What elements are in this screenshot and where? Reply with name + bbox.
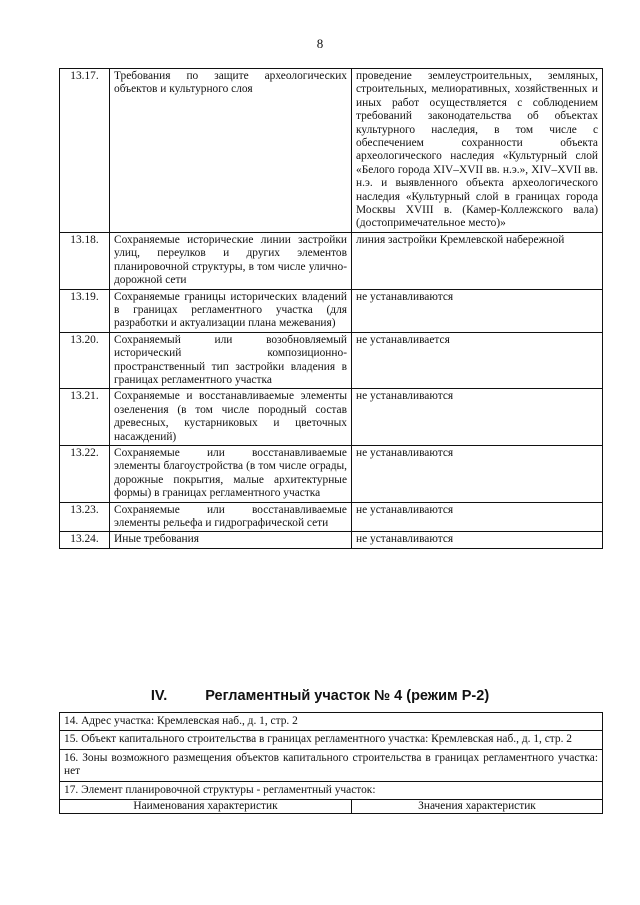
row-number: 13.19. — [60, 289, 110, 332]
table-row — [60, 713, 603, 731]
table-row — [60, 731, 603, 749]
characteristic-name: Сохраняемый или возобновляемый исторический композиционно-пространственный тип застройки владения в границах регламентного участка — [110, 332, 352, 389]
site-info-table — [59, 712, 603, 814]
characteristic-value: не устанавливаются — [352, 532, 603, 548]
section-number: IV. — [150, 688, 168, 704]
column-header-values: Значения характеристик — [352, 800, 603, 814]
table-row — [60, 749, 603, 781]
row-number: 13.24. — [60, 532, 110, 548]
table-row — [60, 502, 603, 532]
section-heading — [0, 688, 640, 704]
row-number: 13.20. — [60, 332, 110, 389]
table-row — [60, 389, 603, 446]
characteristic-name: Сохраняемые исторические линии застройки улиц, переулков и других элементов планировочной структуры, в том числе улично-дорожной сети — [110, 232, 352, 289]
page-number: 8 — [316, 36, 324, 51]
row-number: 13.17. — [60, 69, 110, 233]
construction-object-row: 15. Объект капитального строительства в границах регламентного участка: Кремлевская наб., д. 1, стр. 2 — [60, 731, 603, 749]
row-number: 13.21. — [60, 389, 110, 446]
table-row — [60, 69, 603, 233]
row-number: 13.22. — [60, 445, 110, 502]
table-header-row — [60, 800, 603, 814]
characteristic-value: не устанавливаются — [352, 389, 603, 446]
table-row — [60, 445, 603, 502]
characteristic-value: не устанавливаются — [352, 289, 603, 332]
characteristic-value: линия застройки Кремлевской набережной — [352, 232, 603, 289]
characteristic-name: Сохраняемые или восстанавливаемые элементы рельефа и гидрографической сети — [110, 502, 352, 532]
address-row: 14. Адрес участка: Кремлевская наб., д. 1, стр. 2 — [60, 713, 603, 731]
characteristic-name: Сохраняемые и восстанавливаемые элементы озеленения (в том числе породный состав древесных, кустарниковых и цветочных насаждений) — [110, 389, 352, 446]
characteristic-value: не устанавливаются — [352, 502, 603, 532]
characteristic-name: Требования по защите археологических объектов и культурного слоя — [110, 69, 352, 233]
characteristic-value: проведение землеустроительных, земляных, строительных, мелиоративных, хозяйственных и иных работ осуществляется с соблюдением требований законодательства об объектах культурного наследия, в том числе с обеспечением сохранности объекта археологического наследия «Культурный слой «Белого города XIV–XVII вв. н.э.», XIV–XVII вв. н.э. и выявленного объекта археологического наследия «Культурный слой в границах города Москвы XVIII в. (Камер-Коллежского вала) (достопримечательное место)» — [352, 69, 603, 233]
placement-zones-row: 16. Зоны возможного размещения объектов капитального строительства в границах регламентного участка: нет — [60, 749, 603, 781]
table-row — [60, 332, 603, 389]
column-header-names: Наименования характеристик — [60, 800, 352, 814]
planning-element-row: 17. Элемент планировочной структуры - регламентный участок: — [60, 781, 603, 799]
characteristic-name: Иные требования — [110, 532, 352, 548]
characteristic-value: не устанавливается — [352, 332, 603, 389]
row-number: 13.23. — [60, 502, 110, 532]
table-row — [60, 781, 603, 799]
requirements-table — [59, 68, 603, 549]
table-row — [60, 232, 603, 289]
table-row — [60, 532, 603, 548]
characteristic-value: не устанавливаются — [352, 445, 603, 502]
row-number: 13.18. — [60, 232, 110, 289]
characteristic-name: Сохраняемые границы исторических владений в границах регламентного участка (для разработки и актуализации плана межевания) — [110, 289, 352, 332]
table-row — [60, 289, 603, 332]
characteristic-name: Сохраняемые или восстанавливаемые элементы благоустройства (в том числе ограды, дорожные покрытия, малые архитектурные формы) в границах регламентного участка — [110, 445, 352, 502]
section-title: Регламентный участок № 4 (режим Р-2) — [205, 688, 490, 704]
